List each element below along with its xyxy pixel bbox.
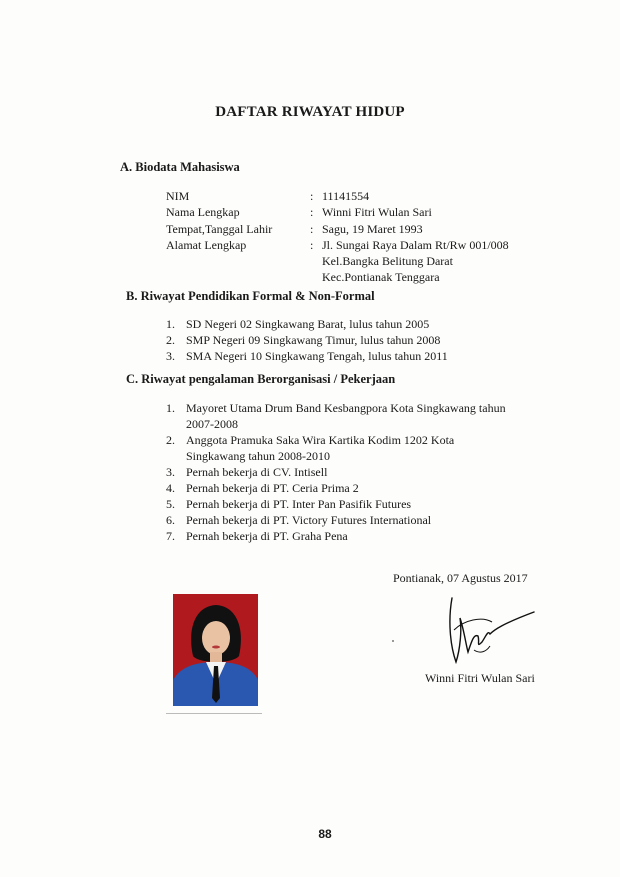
list-number: 1. — [166, 317, 175, 331]
organization-list — [166, 400, 516, 544]
page-title: DAFTAR RIWAYAT HIDUP — [215, 104, 405, 120]
biodata-colon: : — [310, 237, 314, 252]
address-continuation: Kel.Bangka Belitung Darat — [322, 254, 453, 269]
biodata-row-nim — [166, 188, 562, 204]
signature-image — [430, 590, 540, 670]
biodata-heading: A. Biodata Mahasiswa — [120, 160, 240, 174]
photo-underline — [166, 713, 262, 714]
list-text: Mayoret Utama Drum Band Kesbangpora Kota Singkawang tahun 2007-2008 — [186, 401, 506, 431]
address-continuation: Kec.Pontianak Tenggara — [322, 270, 440, 285]
page-number: 88 — [318, 827, 332, 841]
list-item — [166, 348, 448, 364]
list-number: 7. — [166, 529, 175, 543]
list-number: 2. — [166, 333, 175, 347]
portrait-illustration — [173, 594, 258, 706]
biodata-label: Tempat,Tanggal Lahir — [166, 221, 273, 236]
biodata-label: Alamat Lengkap — [166, 237, 247, 252]
list-item — [166, 400, 516, 432]
list-text: Pernah bekerja di PT. Graha Pena — [186, 529, 348, 543]
biodata-colon: : — [310, 205, 314, 220]
list-item — [166, 332, 448, 348]
list-text: SMP Negeri 09 Singkawang Timur, lulus tahun 2008 — [186, 333, 441, 347]
list-item — [166, 432, 516, 464]
list-number: 1. — [166, 401, 175, 415]
list-text: Pernah bekerja di PT. Victory Futures International — [186, 513, 432, 527]
signatory-name: Winni Fitri Wulan Sari — [425, 671, 535, 685]
list-item — [166, 528, 516, 544]
biodata-colon: : — [310, 189, 314, 203]
profile-photo — [173, 594, 258, 706]
biodata-colon: : — [310, 221, 314, 236]
list-text: Anggota Pramuka Saka Wira Kartika Kodim 1202 Kota Singkawang tahun 2008-2010 — [186, 433, 455, 463]
biodata-row-name — [166, 204, 562, 220]
list-text: Pernah bekerja di CV. Intisell — [186, 465, 328, 479]
list-item — [166, 316, 448, 332]
scan-speck — [392, 640, 394, 642]
list-number: 6. — [166, 513, 175, 527]
place-date: Pontianak, 07 Agustus 2017 — [393, 571, 528, 585]
list-item — [166, 464, 516, 480]
list-number: 5. — [166, 497, 175, 511]
list-item — [166, 496, 516, 512]
biodata-value: 11141554 — [322, 189, 370, 203]
biodata-label: Nama Lengkap — [166, 205, 240, 220]
list-number: 4. — [166, 481, 175, 495]
list-number: 2. — [166, 433, 175, 447]
list-text: Pernah bekerja di PT. Ceria Prima 2 — [186, 481, 359, 495]
list-item — [166, 512, 516, 528]
list-item — [166, 480, 516, 496]
biodata-row-birth — [166, 221, 562, 237]
biodata-row-address — [166, 237, 562, 253]
biodata-value: Jl. Sungai Raya Dalam Rt/Rw 001/008 — [322, 237, 509, 252]
organization-heading: C. Riwayat pengalaman Berorganisasi / Pekerjaan — [126, 372, 396, 386]
biodata-label: NIM — [166, 189, 190, 203]
list-text: Pernah bekerja di PT. Inter Pan Pasifik Futures — [186, 497, 412, 511]
list-number: 3. — [166, 349, 175, 363]
education-heading: B. Riwayat Pendidikan Formal & Non-Formal — [126, 289, 375, 303]
list-text: SMA Negeri 10 Singkawang Tengah, lulus tahun 2011 — [186, 349, 448, 363]
education-list — [166, 316, 448, 364]
biodata-table — [166, 188, 562, 286]
list-number: 3. — [166, 465, 175, 479]
list-text: SD Negeri 02 Singkawang Barat, lulus tahun 2005 — [186, 317, 430, 331]
biodata-value: Winni Fitri Wulan Sari — [322, 205, 432, 220]
biodata-value: Sagu, 19 Maret 1993 — [322, 221, 423, 236]
